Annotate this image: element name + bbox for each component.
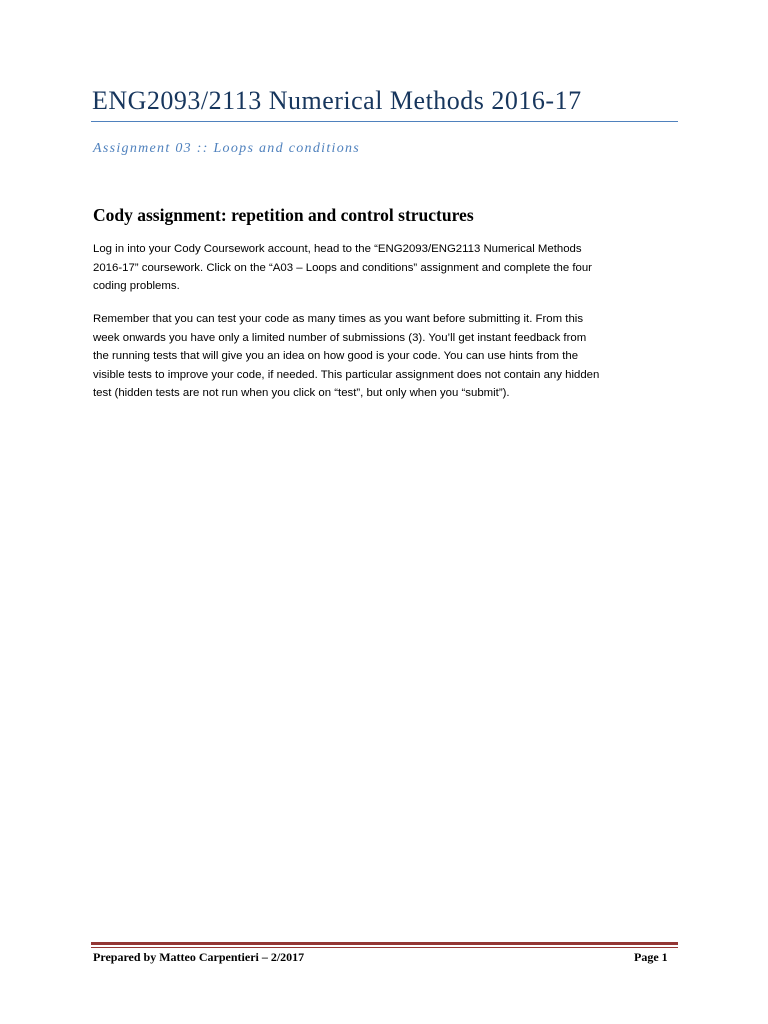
paragraph-line: Remember that you can test your code as many times as you want before submitting it. From this xyxy=(93,313,584,325)
paragraph-instructions xyxy=(93,240,683,296)
paragraph-line: 2016-17” coursework. Click on the “A03 – Loops and conditions” assignment and complete the four xyxy=(93,261,592,274)
paragraph-line: the running tests that will give you an idea on how good is your code. You can use hints from the xyxy=(93,350,579,363)
page-number: Page 1 xyxy=(634,950,668,964)
paragraph-line: week onwards you have only a limited number of submissions (3). You’ll get instant feedback from xyxy=(93,331,587,344)
title-divider xyxy=(91,121,678,122)
paragraph-line: visible tests to improve your code, if needed. This particular assignment does not contain any hidden xyxy=(93,368,600,381)
paragraph-line: Log in into your Cody Coursework account, head to the “ENG2093/ENG2113 Numerical Methods xyxy=(93,243,582,255)
footer-divider-thin xyxy=(91,947,678,948)
footer-divider-thick xyxy=(91,942,678,945)
document-title: ENG2093/2113 Numerical Methods 2016-17 xyxy=(92,86,582,115)
paragraph-line: test (hidden tests are not run when you click on “test”, but only when you “submit”). xyxy=(93,387,510,400)
document-subtitle: Assignment 03 :: Loops and conditions xyxy=(93,141,361,156)
section-heading: Cody assignment: repetition and control structures xyxy=(93,205,474,225)
paragraph-line: coding problems. xyxy=(93,280,180,293)
footer-author: Prepared by Matteo Carpentieri – 2/2017 xyxy=(93,950,305,964)
paragraph-reminder xyxy=(93,310,683,403)
